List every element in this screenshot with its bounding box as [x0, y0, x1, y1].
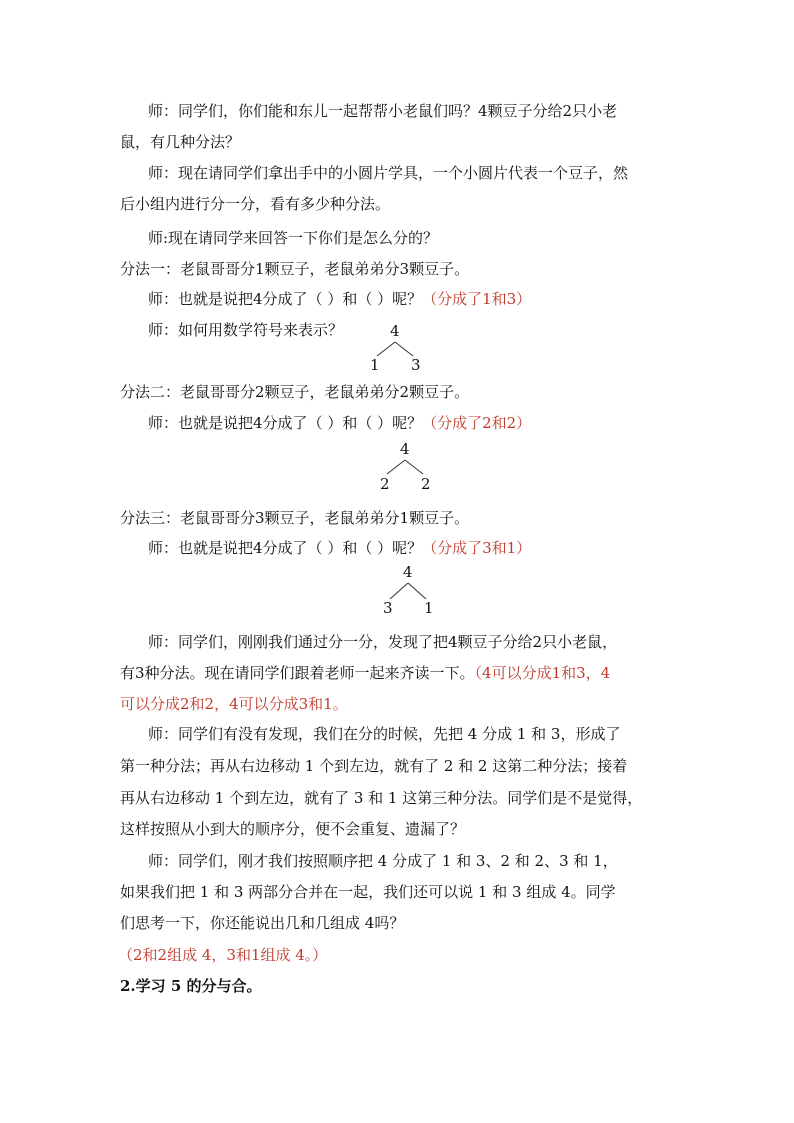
section-heading: 2.学习 5 的分与合。 — [120, 977, 262, 995]
paragraph-line: 如果我们把 1 和 3 两部分合并在一起，我们还可以说 1 和 3 组成 4。同学 — [120, 883, 616, 901]
paragraph-line: 师：同学们，刚才我们按照顺序把 4 分成了 1 和 3、2 和 2、3 和 1， — [148, 852, 618, 870]
bond-part-right: 1 — [424, 599, 434, 617]
paragraph-line: 师：现在请同学们拿出手中的小圆片学具，一个小圆片代表一个豆子，然 — [148, 164, 629, 182]
question-text: 师：也就是说把4分成了（ ）和（ ）呢？ — [148, 290, 423, 308]
bond-whole: 4 — [390, 322, 400, 340]
paragraph-line: 们思考一下，你还能说出几和几组成 4吗？ — [120, 914, 405, 932]
question-line — [148, 537, 531, 559]
paragraph-line: 再从右边移动 1 个到左边，就有了 3 和 1 这第三种分法。同学们是不是觉得， — [120, 789, 643, 807]
paragraph-line — [120, 662, 610, 684]
bond-part-left: 2 — [380, 475, 390, 493]
answer-text: （分成了1和3） — [422, 290, 532, 308]
method-three-line: 分法三：老鼠哥哥分3颗豆子，老鼠弟弟分1颗豆子。 — [120, 509, 470, 527]
question-text: 师：也就是说把4分成了（ ）和（ ）呢？ — [148, 414, 423, 432]
bond-whole: 4 — [403, 563, 413, 581]
paragraph-line: 第一种分法；再从右边移动 1 个到左边，就有了 2 和 2 这第二种分法；接着 — [120, 757, 628, 775]
paragraph-line: 师：同学们有没有发现，我们在分的时候，先把 4 分成 1 和 3，形成了 — [148, 725, 621, 743]
number-bond-diagram — [375, 440, 445, 500]
bond-part-right: 3 — [411, 356, 421, 374]
summary-text: 有3种分法。现在请同学们跟着老师一起来齐读一下。 — [120, 664, 475, 682]
paragraph-line: 师：同学们，你们能和东儿一起帮帮小老鼠们吗？4颗豆子分给2只小老 — [148, 102, 618, 120]
paragraph-line: 后小组内进行分一分，看有多少种分法。 — [120, 195, 391, 213]
question-line — [148, 412, 531, 434]
paragraph-line: 师：同学们，刚刚我们通过分一分，发现了把4颗豆子分给2只小老鼠， — [148, 633, 618, 651]
bond-whole: 4 — [400, 440, 410, 458]
bond-part-right: 2 — [421, 475, 431, 493]
paragraph-line: 师：如何用数学符号来表示？ — [148, 321, 344, 339]
summary-answer-line: 可以分成2和2，4可以分成3和1。 — [120, 695, 348, 713]
number-bond-diagram — [365, 322, 435, 382]
paragraph-line: 师:现在请同学来回答一下你们是怎么分的？ — [148, 229, 439, 247]
number-bond-diagram — [378, 563, 448, 623]
question-line — [148, 288, 531, 310]
summary-answer: （4可以分成1和3，4 — [474, 664, 611, 682]
question-text: 师：也就是说把4分成了（ ）和（ ）呢？ — [148, 539, 423, 557]
answer-text: （分成了3和1） — [422, 539, 532, 557]
method-one-line: 分法一：老鼠哥哥分1颗豆子，老鼠弟弟分3颗豆子。 — [120, 260, 470, 278]
paragraph-line: 这样按照从小到大的顺序分，便不会重复、遗漏了？ — [120, 820, 466, 838]
bond-part-left: 3 — [383, 599, 393, 617]
bond-part-left: 1 — [370, 356, 380, 374]
answer-line: （2和2组成 4，3和1组成 4。） — [118, 946, 328, 964]
method-two-line: 分法二：老鼠哥哥分2颗豆子，老鼠弟弟分2颗豆子。 — [120, 383, 470, 401]
paragraph-line: 鼠，有几种分法？ — [120, 133, 241, 151]
answer-text: （分成了2和2） — [422, 414, 532, 432]
